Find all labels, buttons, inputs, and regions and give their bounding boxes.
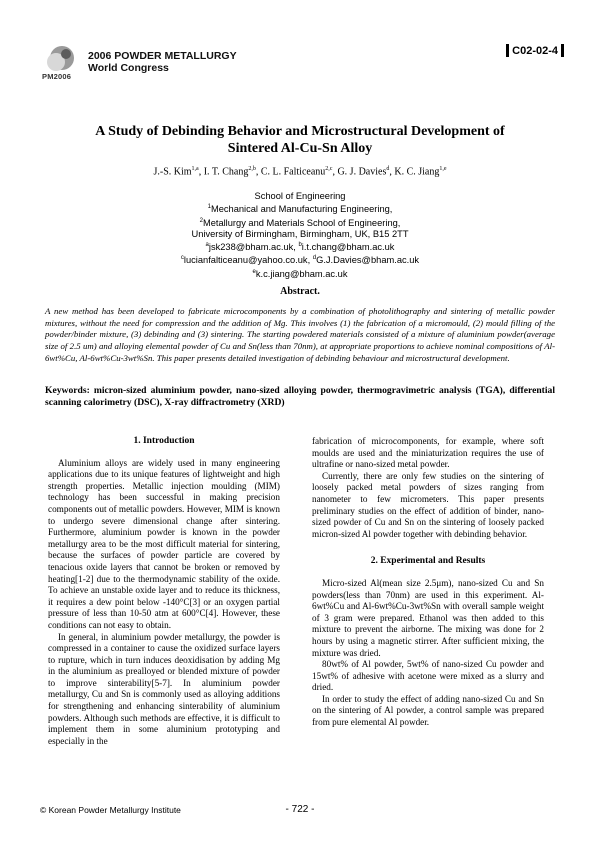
affil-emails-e (40, 267, 560, 280)
author-name: J.-S. Kim (153, 166, 192, 178)
email-link[interactable]: G.J.Davies@bham.ac.uk (316, 255, 420, 266)
email-sup: a (205, 242, 209, 248)
affil-university: University of Birmingham, Birmingham, UK, B15 2TT (191, 228, 409, 239)
left-column (48, 436, 280, 747)
conference-line2: World Congress (88, 62, 169, 74)
conference-name (88, 50, 237, 74)
paper-code-badge (506, 44, 564, 57)
paragraph: Aluminium alloys are widely used in many engineering applications due to its unique features of lightweight and high strength properties. Metallic injection moulding (MIM) technology has been successful in making precision components out of metallic powders. However, MIM is known to undergo severe dimensional change after sintering. Furthermore, aluminium powder is known in the powder metallurgy area to be the most difficult material for sintering, because the surfaces of powder particle are covered by tenacious oxide layers that cannot be broken or removed by heating[1-2] due to the thermodynamic stability of the oxide. To achieve an unstable oxide layer and to reduce its thickness, it requires a dew point below -140°C[3] or an oxygen partial pressure of less than 10-50 atm at 600°C[4]. However, these conditions can not easy to obtain. (48, 457, 280, 630)
paper-title (40, 123, 560, 157)
affil-emails-ab (40, 240, 560, 253)
paragraph: Micro-sized Al(mean size 2.5μm), nano-sized Cu and Sn powders(less than 70nm) are used in this experiment. Al-6wt%Cu and Al-6wt%Cu-3wt%Sn with overall sample weight of 3 gram were prepared. Ethanol was then added to this mixture to prevent the airborne. The mixing was done for 2 hours by using a magnetic stirrer. After sufficient mixing, the mixture was dried. (312, 577, 544, 658)
author-name: G. J. Davies (337, 166, 387, 178)
email-sup: b (298, 242, 302, 248)
email-link[interactable]: i.t.chang@bham.ac.uk (301, 242, 395, 253)
author-sup: d (386, 166, 390, 172)
abstract-text: A new method has been developed to fabricate microcomponents by a combination of photolithography and sintering of metallic powder mixtures, without the need for compression and the addition of Mg. This involves (1) the fabrication of a micromould, (2) mould filling of the powder/binder mixture, (3) debinding and (3) sintering. The starting powdered materials consisted of a mixture of aluminium powder(average size of 2.5 um) and alloying elemental powder of Cu and Sn(less than 70nm), at appropriate proportions to achieve nominal compositions of Al-6wt%Cu, Al-6wt%Cu-3wt%Sn. This paper presents detailed investigation of debinding behaviour and microstructural development. (45, 306, 555, 363)
affil-sup: 2 (199, 217, 203, 224)
paragraph: In general, in aluminium powder metallurgy, the powder is compressed in a container to cause the oxidized surface layers to rupture, which in turn induces deoxidisation by adding Mg in the aluminium as prealloyed or blended mixture of powder to improve sinterability[5-7]. In aluminium powder metallurgy, Cu and Sn is commonly used as alloying additions for strengthening and enhancing sinterability of aluminium powders. Although such methods are effective, it is difficult to implement them in some aluminium prototyping and especially in the (48, 631, 280, 746)
author-sup: 1,e (439, 166, 447, 172)
paper-code: C02-02-4 (512, 44, 558, 57)
author-sup: 2,b (248, 166, 256, 172)
affil-sup: 1 (207, 204, 211, 211)
email-link[interactable]: k.c.jiang@bham.ac.uk (255, 268, 348, 279)
title-line2: Sintered Al-Cu-Sn Alloy (227, 141, 373, 156)
title-line1: A Study of Debinding Behavior and Microstructural Development of (95, 124, 505, 139)
section-heading-introduction: 1. Introduction (133, 436, 195, 446)
author-sup: 1,a (191, 166, 199, 172)
author-list: J.-S. Kim$^{1,a}$, I. T. Chang$^{2,b}$, C. L. Falticeanu$^{2,c}$, G. J. Davies$^d$, K. C. Jiang$^{1,e}$ (153, 166, 447, 178)
author-name: I. T. Chang (203, 166, 249, 178)
code-bar-left (506, 44, 509, 57)
section-heading-experimental: 2. Experimental and Results (370, 556, 486, 567)
right-column (312, 436, 544, 729)
affil-dept1 (40, 202, 560, 215)
affil-school: School of Engineering (254, 191, 346, 201)
email-link[interactable]: lucianfalticeanu@yahoo.co.uk, (183, 255, 313, 266)
paragraph: 80wt% of Al powder, 5wt% of nano-sized Cu powder and 15wt% of adhesive with acetone were mixed as a slurry and dried. (312, 659, 544, 693)
paragraph: In order to study the effect of adding nano-sized Cu and Sn on the sintering of Al powder, a control sample was prepared from pure elemental Al powder. (312, 693, 544, 728)
author-sup: 2,c (325, 166, 333, 172)
email-sup: e (252, 268, 256, 275)
affil-dept2 (40, 216, 560, 229)
conference-line1: 2006 POWDER METALLURGY (88, 50, 237, 62)
page-number: - 722 - (285, 804, 315, 815)
footer-copyright: © Korean Powder Metallurgy Institute (40, 805, 181, 815)
email-sup: c (180, 255, 184, 262)
email-sup: d (312, 255, 317, 262)
code-bar-right (561, 44, 564, 57)
author-name: K. C. Jiang (394, 166, 440, 178)
keywords: Keywords: micron-sized aluminium powder, nano-sized alloying powder, thermogravimetric analysis (TGA), differential scanning calorimetry (DSC), X-ray diffractrometry (XRD) (45, 385, 555, 408)
email-link[interactable]: jsk238@bham.ac.uk, (208, 242, 299, 253)
affiliations (40, 191, 560, 280)
affil-emails-cd (40, 253, 560, 266)
author-name: C. L. Falticeanu (260, 166, 326, 178)
paragraph: Currently, there are only few studies on the sintering of loosely packed metal powders of sizes ranging from nanometer to few micrometers. This paper presents preliminary studies on the effect of addition of binder, nano-sized powder of Cu and Sn on the sintering of loosely packed micron-sized Al powder together with debinding behavior. (312, 470, 544, 539)
affil-text: Mechanical and Manufacturing Engineering, (210, 204, 393, 215)
paragraph: fabrication of microcomponents, for example, where soft moulds are used and the miniaturization requires the use of ultrafine or nano-sized metal powder. (312, 436, 544, 470)
abstract-heading: Abstract. (280, 286, 320, 297)
affil-text: Metallurgy and Materials School of Engineering, (202, 217, 401, 228)
logo-text: PM2006 (42, 72, 72, 81)
